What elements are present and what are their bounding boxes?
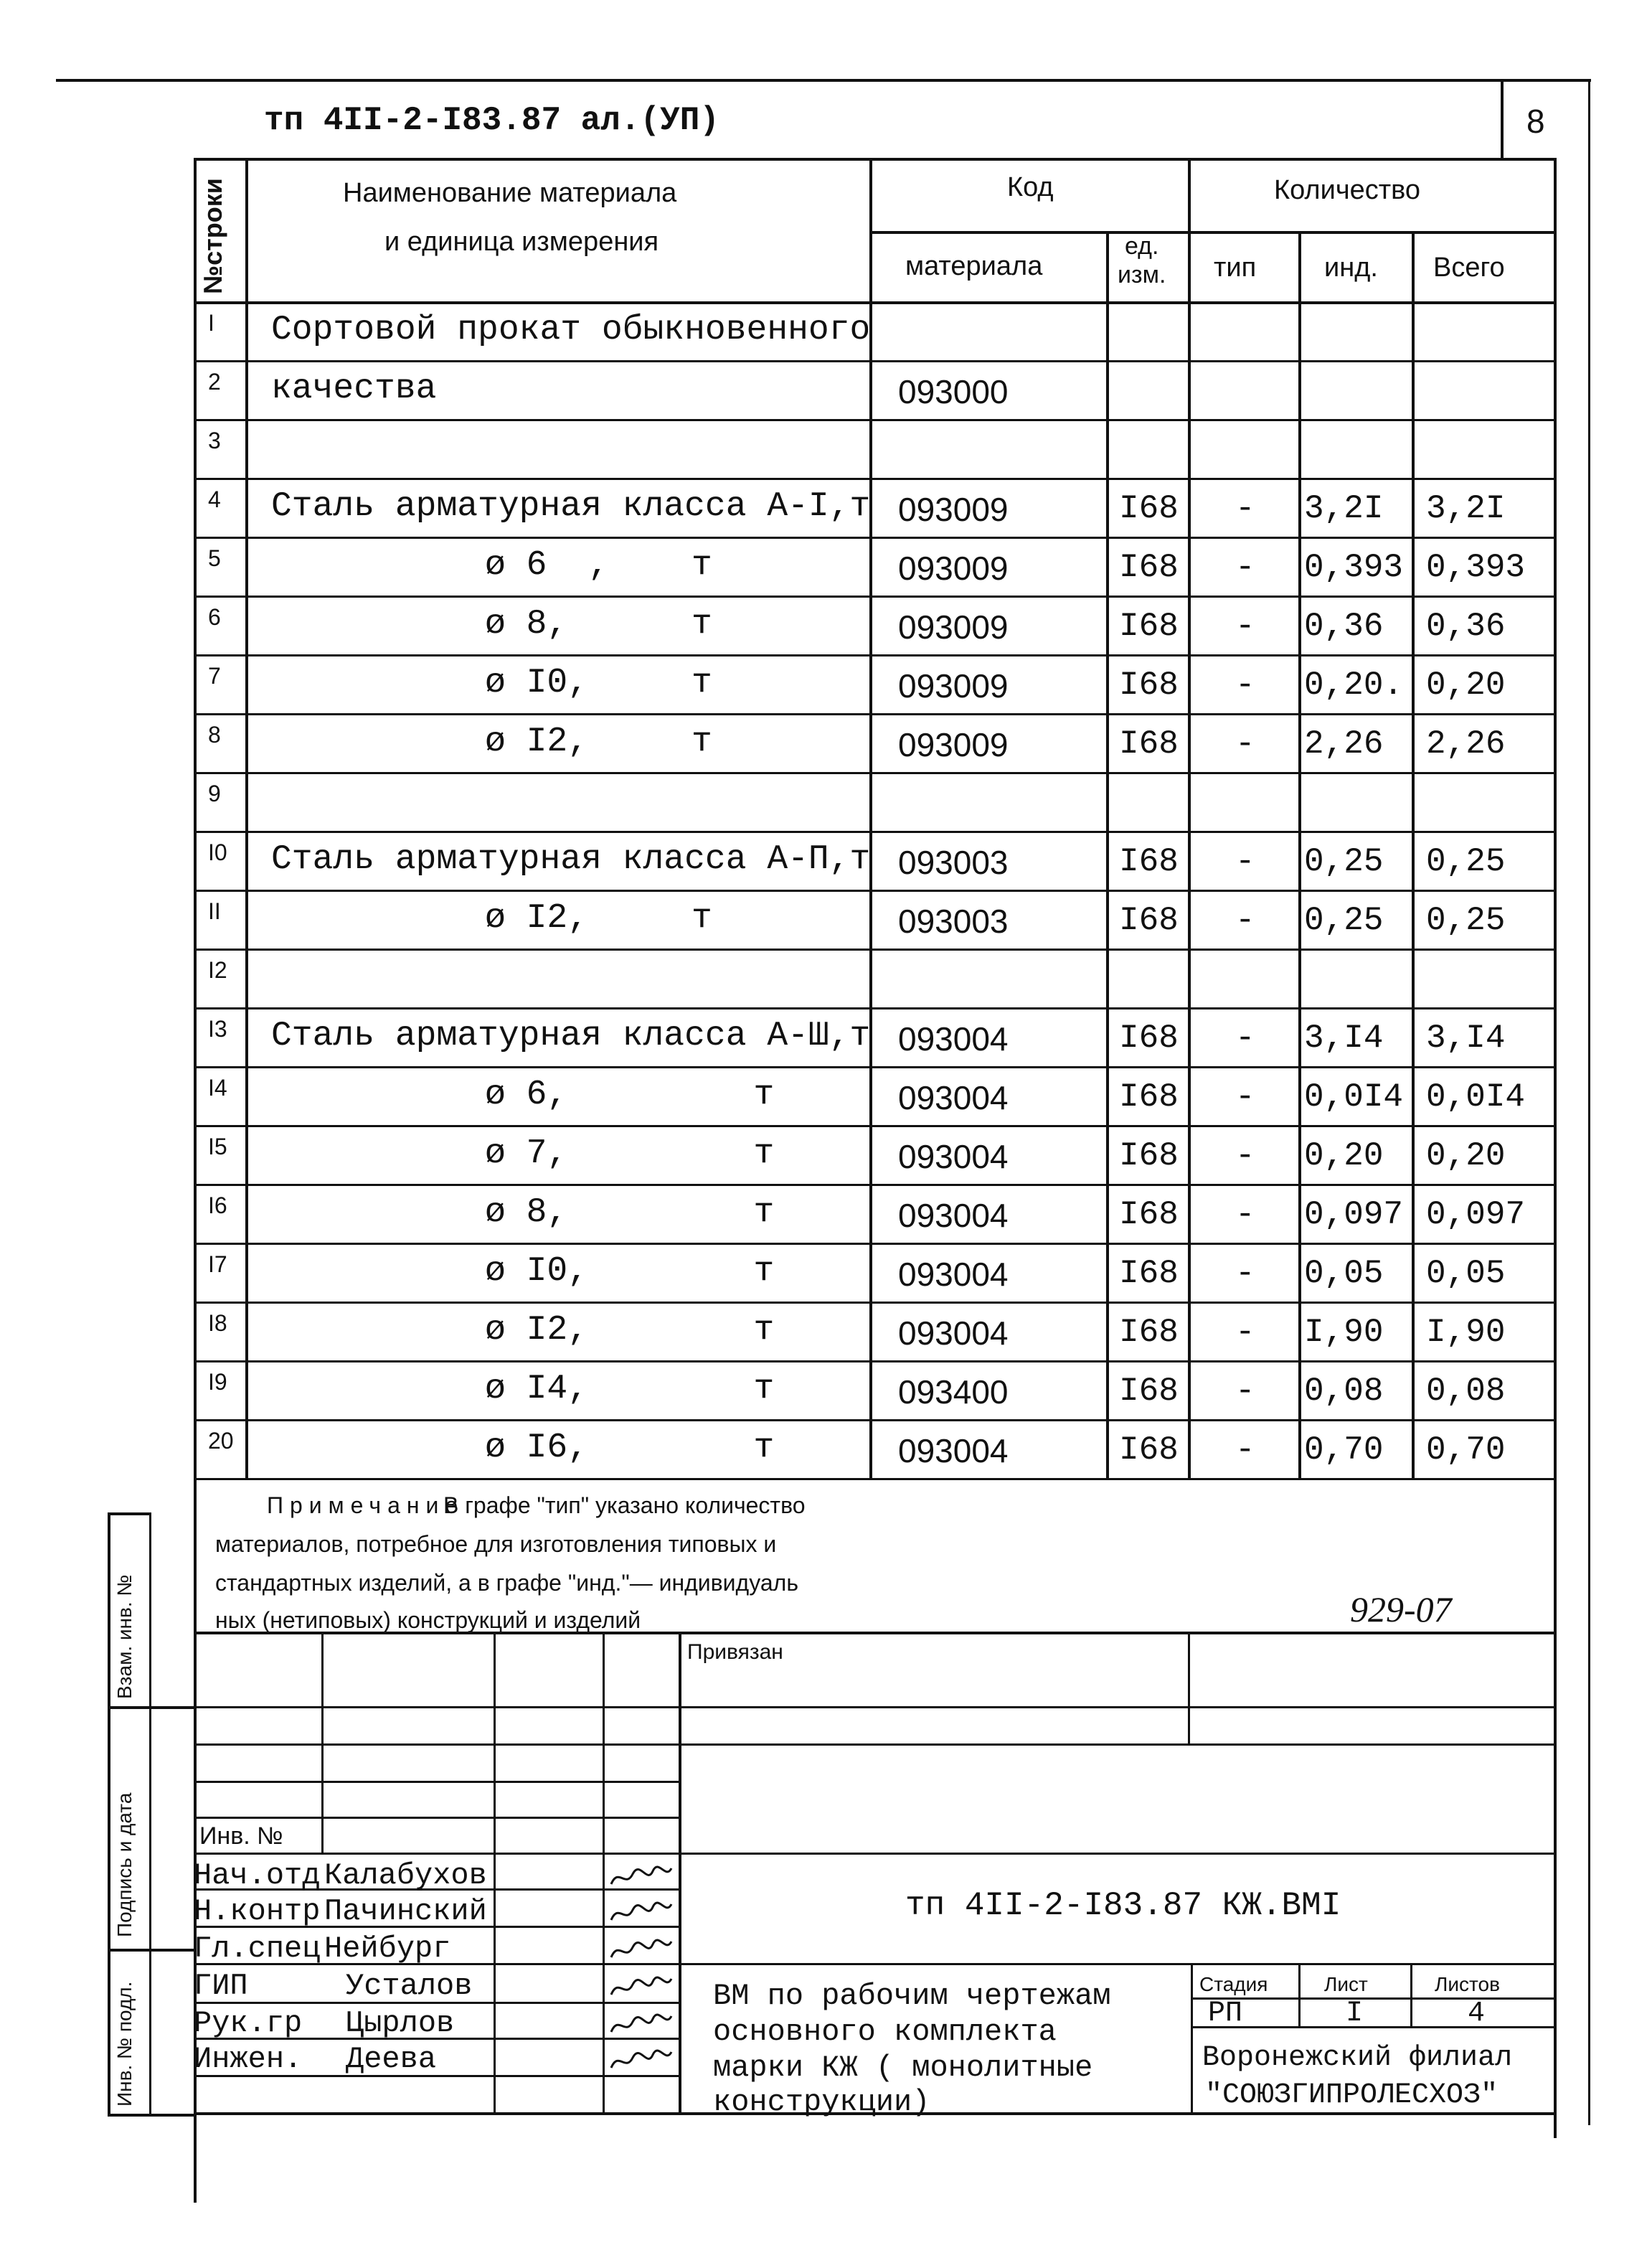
signature-scribble-icon xyxy=(608,1863,673,1895)
row-number: 8 xyxy=(208,722,221,748)
material-name: ø 8, т xyxy=(485,1193,775,1232)
qty-ind: 0,097 xyxy=(1304,1196,1404,1233)
note-line3: стандартных изделий, а в графе "инд."— индивидуаль xyxy=(215,1570,798,1596)
material-code: 093009 xyxy=(898,608,1009,646)
material-code: 093004 xyxy=(898,1314,1009,1352)
row-divider xyxy=(194,831,1557,833)
doc-reference: тп 4II-2-I83.87 ал.(УП) xyxy=(264,102,719,139)
stamp-col1 xyxy=(321,1632,324,1853)
signature-scribble-icon xyxy=(608,1973,673,2005)
qty-ind: 3,2I xyxy=(1304,490,1384,527)
row-divider xyxy=(194,1478,1557,1480)
qty-total: 0,70 xyxy=(1426,1431,1506,1469)
header-subdivider xyxy=(869,231,1557,234)
material-code: 093400 xyxy=(898,1373,1009,1411)
row-number: 2 xyxy=(208,369,221,395)
row-number: I0 xyxy=(208,839,227,865)
material-name: Сталь арматурная класса А-I,т xyxy=(271,487,871,526)
side-strip-left xyxy=(108,1512,110,2115)
material-name: Сортовой прокат обыкновенного xyxy=(271,311,871,349)
unit-code: I68 xyxy=(1119,1078,1179,1116)
stamp-col-stage xyxy=(1191,1963,1193,2114)
col-border-right xyxy=(1554,158,1557,2138)
material-name: ø I2, т xyxy=(485,1311,775,1350)
header-unit-line1: ед. xyxy=(1125,232,1159,260)
row-divider xyxy=(194,1007,1557,1009)
privyazan-label: Привязан xyxy=(687,1640,783,1664)
row-divider xyxy=(194,478,1557,480)
qty-type: - xyxy=(1235,608,1255,645)
row-divider xyxy=(194,1302,1557,1304)
material-name: ø 8, т xyxy=(485,605,712,644)
qty-total: 3,I4 xyxy=(1426,1020,1506,1057)
header-qty-ind: инд. xyxy=(1324,253,1378,283)
top-border-line xyxy=(56,79,1591,82)
row-number: I7 xyxy=(208,1251,227,1277)
qty-total: 0,20 xyxy=(1426,667,1506,704)
qty-ind: 0,20. xyxy=(1304,667,1404,704)
side-strip-div1 xyxy=(108,1706,197,1709)
row-divider xyxy=(194,1125,1557,1127)
row-number: 9 xyxy=(208,781,221,806)
col-border-unit xyxy=(1188,158,1191,1478)
row-number: I3 xyxy=(208,1016,227,1042)
header-qty-total: Всего xyxy=(1433,253,1505,283)
note-line2: материалов, потребное для изготовления типовых и xyxy=(215,1531,777,1557)
unit-code: I68 xyxy=(1119,1373,1179,1410)
material-name: ø I0, т xyxy=(485,1252,775,1291)
unit-code: I68 xyxy=(1119,902,1179,939)
stamp-col2 xyxy=(494,1632,496,2114)
stamp-col4 xyxy=(679,1632,681,2114)
stamp-role: Рук.гр xyxy=(194,2006,303,2041)
qty-total: 0,097 xyxy=(1426,1196,1526,1233)
unit-code: I68 xyxy=(1119,1314,1179,1351)
qty-ind: 0,0I4 xyxy=(1304,1078,1404,1116)
material-name: ø I2, т xyxy=(485,899,712,938)
row-number: I5 xyxy=(208,1134,227,1159)
title-line4: конструкции) xyxy=(713,2085,930,2119)
qty-ind: 0,20 xyxy=(1304,1137,1384,1175)
unit-code: I68 xyxy=(1119,549,1179,586)
material-name: ø I6, т xyxy=(485,1429,775,1467)
material-code: 093003 xyxy=(898,844,1009,881)
qty-ind: 2,26 xyxy=(1304,725,1384,763)
row-divider xyxy=(194,1184,1557,1186)
handwritten-number: 929-07 xyxy=(1350,1589,1452,1629)
qty-type: - xyxy=(1235,1137,1255,1175)
qty-type: - xyxy=(1235,667,1255,704)
qty-ind: 0,05 xyxy=(1304,1255,1384,1292)
side-strip-div2 xyxy=(108,1949,197,1952)
material-name: ø I4, т xyxy=(485,1370,775,1408)
stamp-person: Нейбург xyxy=(324,1931,451,1966)
stage-label: Стадия xyxy=(1199,1973,1268,1995)
signature-scribble-icon xyxy=(608,1898,673,1931)
stamp-line-e xyxy=(194,1853,1557,1855)
qty-total: 0,25 xyxy=(1426,843,1506,880)
header-qty-type: тип xyxy=(1214,253,1257,283)
stage-value: РП xyxy=(1208,1997,1243,2030)
qty-ind: 0,08 xyxy=(1304,1373,1384,1410)
stamp-doc-code: тп 4II-2-I83.87 КЖ.ВМI xyxy=(905,1887,1341,1924)
title-line1: ВМ по рабочим чертежам xyxy=(713,1979,1111,2013)
qty-type: - xyxy=(1235,902,1255,939)
qty-ind: 0,393 xyxy=(1304,549,1404,586)
material-name: Сталь арматурная класса А-П,т xyxy=(271,840,871,879)
material-code: 093004 xyxy=(898,1138,1009,1175)
stamp-top-line xyxy=(194,1632,1557,1634)
qty-total: 0,20 xyxy=(1426,1137,1506,1175)
stamp-stage-label-line xyxy=(1191,1997,1555,2000)
sheets-value: 4 xyxy=(1468,1997,1486,2030)
material-name: ø 6 , т xyxy=(485,546,712,585)
material-name: Сталь арматурная класса А-Ш,т xyxy=(271,1017,871,1055)
header-name-line1: Наименование материала xyxy=(343,178,677,208)
side-label-replace-inv: Взам. инв. № xyxy=(113,1574,136,1699)
row-divider xyxy=(194,1243,1557,1245)
row-number: I2 xyxy=(208,957,227,983)
qty-type: - xyxy=(1235,490,1255,527)
row-number: I8 xyxy=(208,1310,227,1336)
qty-type: - xyxy=(1235,1196,1255,1233)
row-number: I4 xyxy=(208,1075,227,1101)
qty-ind: I,90 xyxy=(1304,1314,1384,1351)
unit-code: I68 xyxy=(1119,1255,1179,1292)
row-number: 7 xyxy=(208,663,221,689)
stamp-line-b xyxy=(194,1743,1557,1746)
material-code: 093004 xyxy=(898,1197,1009,1234)
material-code: 093004 xyxy=(898,1432,1009,1469)
row-divider xyxy=(194,890,1557,892)
material-code: 093000 xyxy=(898,373,1009,410)
note-title: Примечание xyxy=(267,1492,465,1518)
stamp-line-d xyxy=(194,1817,681,1819)
material-code: 093004 xyxy=(898,1256,1009,1293)
material-name: ø 7, т xyxy=(485,1134,775,1173)
unit-code: I68 xyxy=(1119,608,1179,645)
col-border-rownum xyxy=(245,158,248,1478)
side-strip-mid xyxy=(149,1512,151,2115)
row-divider xyxy=(194,949,1557,951)
stamp-role: ГИП xyxy=(194,1969,248,2003)
stamp-person: Пачинский xyxy=(324,1894,487,1929)
material-code: 093009 xyxy=(898,667,1009,705)
sheet-number: 8 xyxy=(1526,103,1545,140)
qty-type: - xyxy=(1235,1314,1255,1351)
stamp-role: Н.контр xyxy=(194,1894,321,1929)
material-code: 093009 xyxy=(898,491,1009,528)
signature-scribble-icon xyxy=(608,1936,673,1968)
material-code: 093004 xyxy=(898,1020,1009,1058)
qty-ind: 0,25 xyxy=(1304,843,1384,880)
material-code: 093004 xyxy=(898,1079,1009,1116)
qty-ind: 3,I4 xyxy=(1304,1020,1384,1057)
stamp-role: Гл.спец xyxy=(194,1931,321,1966)
stamp-person: Усталов xyxy=(346,1969,473,2003)
material-name: ø 6, т xyxy=(485,1076,775,1114)
row-number: 3 xyxy=(208,428,221,453)
sheet-label: Лист xyxy=(1324,1973,1368,1995)
stamp-col-privyazan xyxy=(1188,1632,1190,1743)
row-divider xyxy=(194,772,1557,774)
qty-type: - xyxy=(1235,1255,1255,1292)
qty-total: 0,08 xyxy=(1426,1373,1506,1410)
row-number: 6 xyxy=(208,604,221,630)
unit-code: I68 xyxy=(1119,843,1179,880)
qty-total: 0,36 xyxy=(1426,608,1506,645)
col-border-name xyxy=(869,158,872,1478)
qty-ind: 0,36 xyxy=(1304,608,1384,645)
qty-ind: 0,25 xyxy=(1304,902,1384,939)
row-divider xyxy=(194,360,1557,362)
stamp-top-line-inner xyxy=(194,1706,1557,1708)
stamp-col3 xyxy=(603,1632,605,2114)
side-strip-top xyxy=(108,1512,151,1515)
sheet-number-divider xyxy=(1501,80,1504,158)
row-divider xyxy=(194,1419,1557,1421)
title-line2: основного комплекта xyxy=(713,2015,1057,2049)
qty-type: - xyxy=(1235,1431,1255,1469)
qty-type: - xyxy=(1235,549,1255,586)
row-divider xyxy=(194,1066,1557,1068)
material-name: ø I2, т xyxy=(485,723,712,761)
side-strip-bottom xyxy=(108,2114,197,2117)
signature-scribble-icon xyxy=(608,2010,673,2043)
qty-total: 2,26 xyxy=(1426,725,1506,763)
side-label-inv-original: Инв. № подл. xyxy=(113,1981,136,2107)
qty-type: - xyxy=(1235,1078,1255,1116)
stamp-role: Нач.отд xyxy=(194,1858,321,1893)
qty-total: I,90 xyxy=(1426,1314,1506,1351)
right-outer-border xyxy=(1588,80,1590,2125)
col-border-type xyxy=(1298,231,1301,1478)
row-divider xyxy=(194,537,1557,539)
stamp-col-sheets xyxy=(1410,1963,1412,2026)
header-code-material: материала xyxy=(905,251,1043,281)
qty-total: 0,25 xyxy=(1426,902,1506,939)
row-divider xyxy=(194,596,1557,598)
row-number: I9 xyxy=(208,1369,227,1395)
material-code: 093009 xyxy=(898,726,1009,763)
header-row-number: №строки xyxy=(198,178,227,294)
note-line1: В графе "тип" указано количество xyxy=(443,1492,806,1518)
title-line3: марки КЖ ( монолитные xyxy=(713,2051,1093,2085)
signature-scribble-icon xyxy=(608,2046,673,2079)
qty-type: - xyxy=(1235,1373,1255,1410)
material-name: ø I0, т xyxy=(485,664,712,702)
row-divider xyxy=(194,419,1557,421)
col-border-ind xyxy=(1412,231,1415,1478)
row-divider xyxy=(194,713,1557,715)
unit-code: I68 xyxy=(1119,1137,1179,1175)
stamp-col-sheet xyxy=(1298,1963,1301,2026)
qty-total: 3,2I xyxy=(1426,490,1506,527)
qty-ind: 0,70 xyxy=(1304,1431,1384,1469)
row-divider xyxy=(194,654,1557,656)
row-divider xyxy=(194,1360,1557,1362)
note-line4: ных (нетиповых) конструкций и изделий xyxy=(215,1607,641,1633)
unit-code: I68 xyxy=(1119,490,1179,527)
row-number: 5 xyxy=(208,545,221,571)
material-name: качества xyxy=(271,370,437,408)
row-number: 20 xyxy=(208,1428,234,1454)
header-name-line2: и единица измерения xyxy=(384,227,659,257)
row-number: 4 xyxy=(208,486,221,512)
unit-code: I68 xyxy=(1119,725,1179,763)
unit-code: I68 xyxy=(1119,667,1179,704)
header-bottom-line xyxy=(194,301,1557,304)
row-number: II xyxy=(208,898,221,924)
unit-code: I68 xyxy=(1119,1431,1179,1469)
stamp-stage-value-line xyxy=(1191,2026,1555,2028)
material-code: 093009 xyxy=(898,550,1009,587)
qty-type: - xyxy=(1235,843,1255,880)
stamp-role: Инжен. xyxy=(194,2042,303,2076)
header-code-group: Код xyxy=(1007,172,1054,202)
unit-code: I68 xyxy=(1119,1020,1179,1057)
row-number: I xyxy=(208,310,214,336)
qty-total: 0,0I4 xyxy=(1426,1078,1526,1116)
header-unit-line2: изм. xyxy=(1118,261,1166,288)
row-number: I6 xyxy=(208,1192,227,1218)
qty-type: - xyxy=(1235,1020,1255,1057)
table-top-line xyxy=(194,158,1557,161)
stamp-person: Калабухов xyxy=(324,1858,487,1893)
stamp-line-c xyxy=(194,1781,681,1783)
sheet-value: I xyxy=(1346,1997,1364,2030)
col-border-code xyxy=(1106,231,1109,1478)
side-label-signature-date: Подпись и дата xyxy=(113,1792,136,1937)
material-code: 093003 xyxy=(898,903,1009,940)
unit-code: I68 xyxy=(1119,1196,1179,1233)
stamp-person: Деева xyxy=(346,2042,437,2076)
qty-type: - xyxy=(1235,725,1255,763)
inv-no-label: Инв. № xyxy=(199,1822,283,1850)
org-line1: Воронежский филиал xyxy=(1202,2042,1513,2074)
qty-total: 0,393 xyxy=(1426,549,1526,586)
org-line2: "СОЮЗГИПРОЛЕСХОЗ" xyxy=(1205,2079,1498,2112)
header-qty-group: Количество xyxy=(1274,175,1421,205)
stamp-person: Цырлов xyxy=(346,2006,455,2041)
qty-total: 0,05 xyxy=(1426,1255,1506,1292)
sheets-label: Листов xyxy=(1435,1973,1500,1995)
